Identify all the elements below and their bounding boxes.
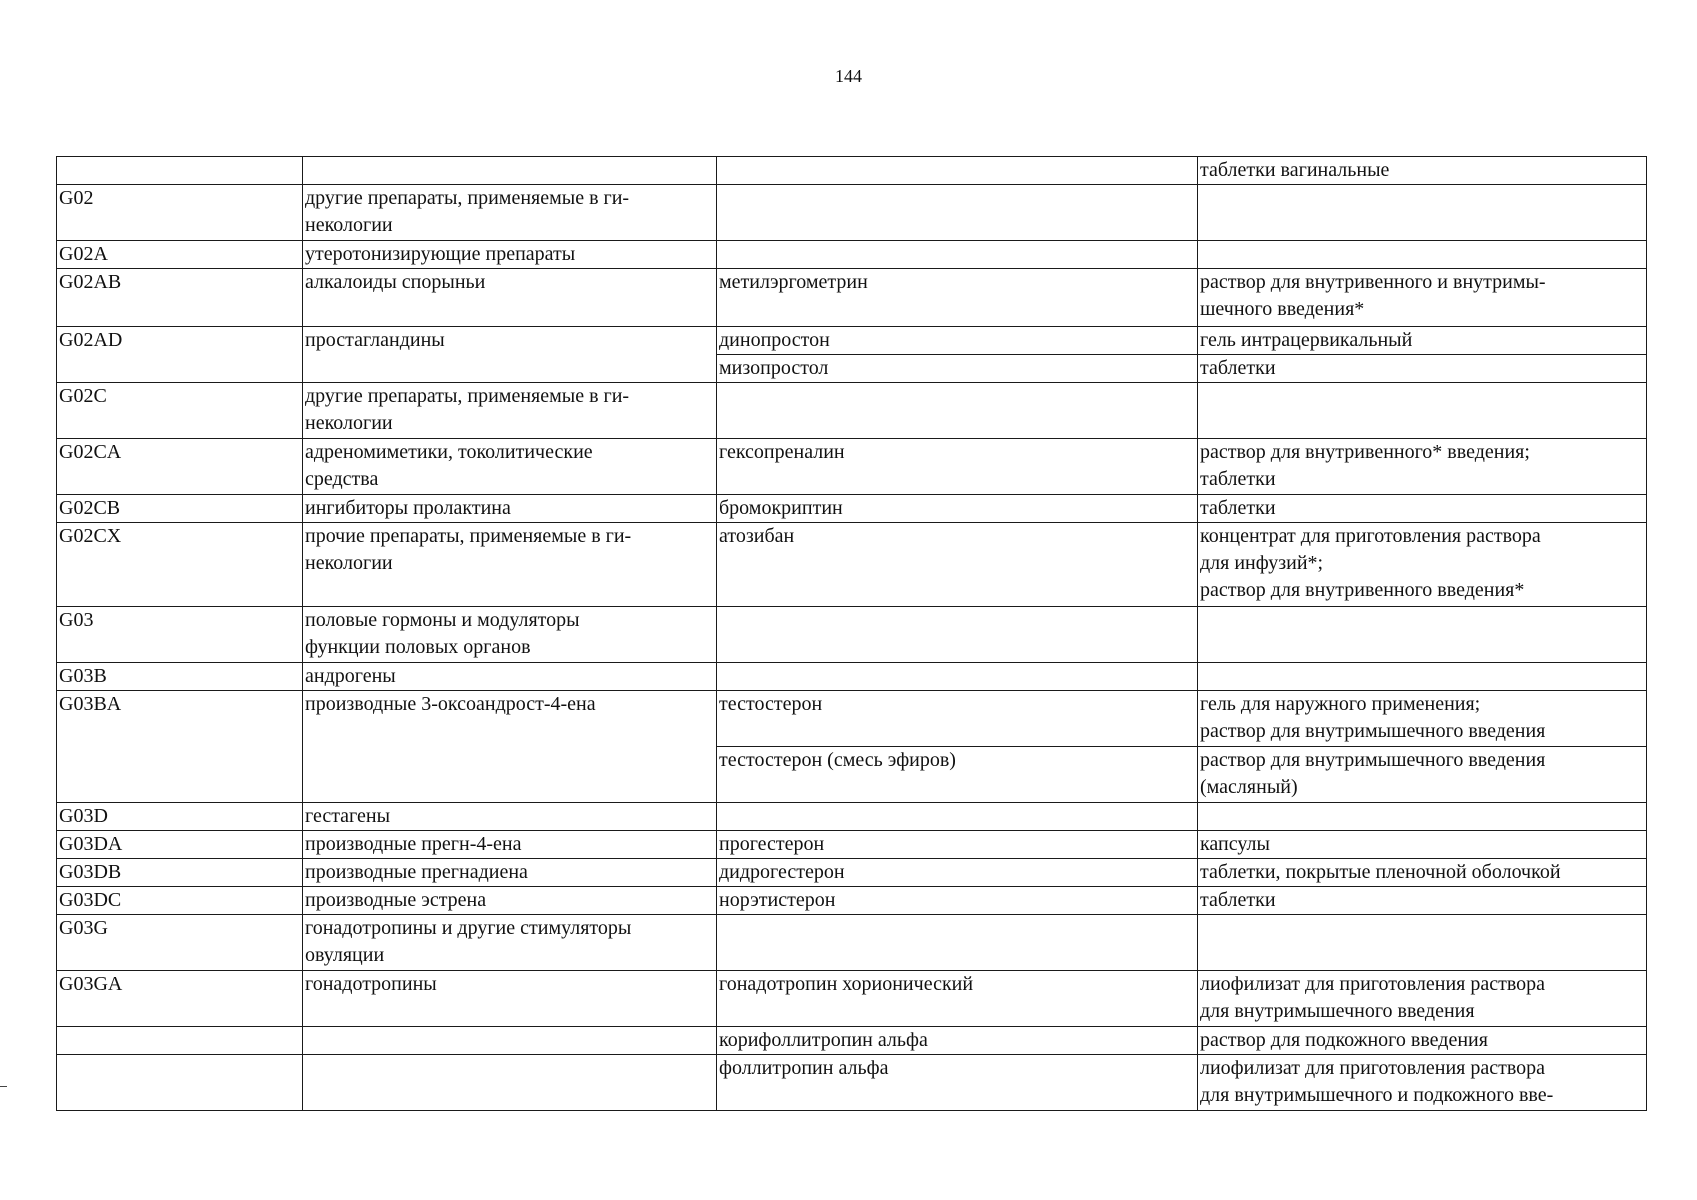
table-row <box>57 157 1647 185</box>
table-row <box>57 971 1647 1027</box>
drug-name-cell: прогестерон <box>717 831 1198 859</box>
table-row <box>57 241 1647 269</box>
table-row <box>57 663 1647 691</box>
margin-mark <box>0 1086 7 1087</box>
table-row <box>57 803 1647 831</box>
drug-name-cell <box>717 607 1198 663</box>
atc-code-cell <box>57 1027 303 1055</box>
group-name-cell: половые гормоны и модуляторы функции половых органов <box>303 607 717 663</box>
dosage-form-cell: раствор для внутривенного* введения; таблетки <box>1198 439 1647 495</box>
table-row <box>57 887 1647 915</box>
group-name-cell <box>303 1055 717 1111</box>
table-row <box>57 185 1647 241</box>
group-name-cell: утеротонизирующие препараты <box>303 241 717 269</box>
dosage-form-cell: раствор для внутривенного и внутримы- шечного введения* <box>1198 269 1647 327</box>
drug-name-cell <box>717 915 1198 971</box>
dosage-form-cell: таблетки <box>1198 495 1647 523</box>
atc-code-cell: G02AD <box>57 327 303 383</box>
atc-code-cell: G03G <box>57 915 303 971</box>
drug-name-cell <box>717 185 1198 241</box>
group-name-cell <box>303 157 717 185</box>
dosage-form-cell: таблетки, покрытые пленочной оболочкой <box>1198 859 1647 887</box>
drug-name-cell: динопростон <box>717 327 1198 355</box>
dosage-form-cell: лиофилизат для приготовления раствора для внутримышечного и подкожного вве- <box>1198 1055 1647 1111</box>
dosage-form-cell: раствор для подкожного введения <box>1198 1027 1647 1055</box>
drug-name-cell <box>717 663 1198 691</box>
atc-code-cell: G03DA <box>57 831 303 859</box>
table-row <box>57 607 1647 663</box>
drug-name-cell: норэтистерон <box>717 887 1198 915</box>
atc-code-cell: G03GA <box>57 971 303 1027</box>
dosage-form-cell: таблетки вагинальные <box>1198 157 1647 185</box>
drug-name-cell: гонадотропин хорионический <box>717 971 1198 1027</box>
dosage-form-cell <box>1198 241 1647 269</box>
dosage-form-cell <box>1198 663 1647 691</box>
table-row <box>57 523 1647 607</box>
drug-name-cell: фоллитропин альфа <box>717 1055 1198 1111</box>
group-name-cell: андрогены <box>303 663 717 691</box>
dosage-form-cell: гель для наружного применения; раствор для внутримышечного введения <box>1198 691 1647 747</box>
group-name-cell: другие препараты, применяемые в ги- некологии <box>303 185 717 241</box>
group-name-cell <box>303 1027 717 1055</box>
drug-name-cell: дидрогестерон <box>717 859 1198 887</box>
table-row <box>57 691 1647 747</box>
table-row <box>57 1027 1647 1055</box>
drug-name-cell: тестостерон <box>717 691 1198 747</box>
drug-name-cell: атозибан <box>717 523 1198 607</box>
atc-code-cell: G03B <box>57 663 303 691</box>
dosage-form-cell: гель интрацервикальный <box>1198 327 1647 355</box>
group-name-cell: другие препараты, применяемые в ги- некологии <box>303 383 717 439</box>
table-row <box>57 831 1647 859</box>
atc-code-cell: G02 <box>57 185 303 241</box>
dosage-form-cell <box>1198 185 1647 241</box>
drug-name-cell: метилэргометрин <box>717 269 1198 327</box>
drug-name-cell <box>717 803 1198 831</box>
dosage-form-cell <box>1198 383 1647 439</box>
atc-code-cell: G02CA <box>57 439 303 495</box>
table-row <box>57 269 1647 327</box>
table-row <box>57 439 1647 495</box>
dosage-form-cell <box>1198 607 1647 663</box>
atc-code-cell: G02C <box>57 383 303 439</box>
group-name-cell: гонадотропины <box>303 971 717 1027</box>
group-name-cell: алкалоиды спорыньи <box>303 269 717 327</box>
page-number: 144 <box>835 66 862 86</box>
drug-name-cell: корифоллитропин альфа <box>717 1027 1198 1055</box>
group-name-cell: производные прегн-4-ена <box>303 831 717 859</box>
dosage-form-cell: раствор для внутримышечного введения (масляный) <box>1198 747 1647 803</box>
drug-classification-table <box>56 156 1647 1111</box>
atc-code-cell <box>57 157 303 185</box>
drug-name-cell <box>717 157 1198 185</box>
group-name-cell: гонадотропины и другие стимуляторы овуляции <box>303 915 717 971</box>
table-row <box>57 859 1647 887</box>
drug-name-cell: мизопростол <box>717 355 1198 383</box>
drug-name-cell <box>717 241 1198 269</box>
drug-name-cell <box>717 383 1198 439</box>
atc-code-cell: G02CX <box>57 523 303 607</box>
atc-code-cell: G03 <box>57 607 303 663</box>
group-name-cell: адреномиметики, токолитические средства <box>303 439 717 495</box>
atc-code-cell: G03DB <box>57 859 303 887</box>
group-name-cell: производные 3-оксоандрост-4-ена <box>303 691 717 803</box>
drug-name-cell: тестостерон (смесь эфиров) <box>717 747 1198 803</box>
drug-name-cell: гексопреналин <box>717 439 1198 495</box>
atc-code-cell: G03DC <box>57 887 303 915</box>
group-name-cell: прочие препараты, применяемые в ги- некологии <box>303 523 717 607</box>
group-name-cell: производные прегнадиена <box>303 859 717 887</box>
group-name-cell: ингибиторы пролактина <box>303 495 717 523</box>
table-row <box>57 383 1647 439</box>
table-row <box>57 915 1647 971</box>
table-row <box>57 495 1647 523</box>
atc-code-cell: G02CB <box>57 495 303 523</box>
group-name-cell: производные эстрена <box>303 887 717 915</box>
drug-name-cell: бромокриптин <box>717 495 1198 523</box>
dosage-form-cell: таблетки <box>1198 355 1647 383</box>
atc-code-cell: G02AB <box>57 269 303 327</box>
group-name-cell: гестагены <box>303 803 717 831</box>
dosage-form-cell: лиофилизат для приготовления раствора для внутримышечного введения <box>1198 971 1647 1027</box>
table-row <box>57 1055 1647 1111</box>
atc-code-cell: G02A <box>57 241 303 269</box>
atc-code-cell: G03BA <box>57 691 303 803</box>
dosage-form-cell <box>1198 915 1647 971</box>
dosage-form-cell: капсулы <box>1198 831 1647 859</box>
atc-code-cell: G03D <box>57 803 303 831</box>
group-name-cell: простагландины <box>303 327 717 383</box>
dosage-form-cell: таблетки <box>1198 887 1647 915</box>
dosage-form-cell <box>1198 803 1647 831</box>
table-row <box>57 327 1647 355</box>
atc-code-cell <box>57 1055 303 1111</box>
dosage-form-cell: концентрат для приготовления раствора для инфузий*; раствор для внутривенного введения* <box>1198 523 1647 607</box>
